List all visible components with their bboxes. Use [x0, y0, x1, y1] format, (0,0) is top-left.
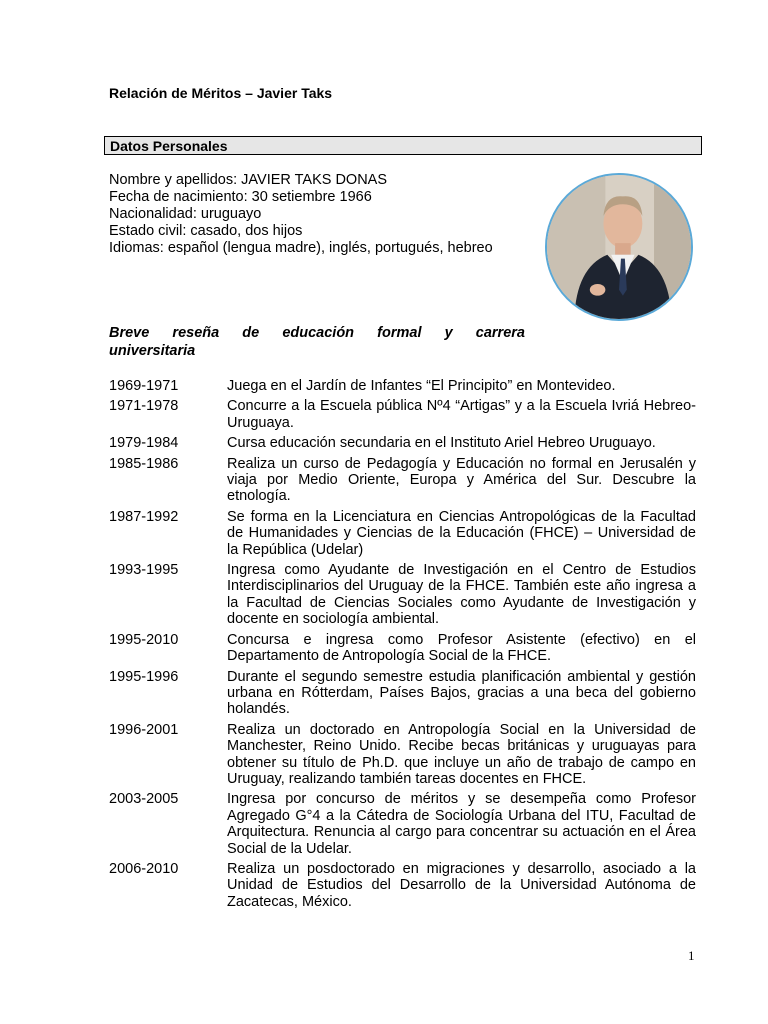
entry-years: 1971-1978 — [109, 398, 179, 415]
timeline-entry — [109, 861, 696, 910]
timeline-entry — [109, 722, 696, 788]
entry-years: 1995-2010 — [109, 631, 179, 648]
timeline-entry — [109, 562, 696, 628]
entry-years: 1993-1995 — [109, 562, 179, 579]
subheading-word: educación — [282, 325, 355, 341]
entry-text: Realiza un posdoctorado en migraciones y desarrollo, asociado a la Unidad de Estudios del Desarrollo de la Universidad Autónoma de Zacatecas, México. — [227, 860, 696, 910]
entry-years: 1979-1984 — [109, 435, 179, 452]
personal-line: Idiomas: español (lengua madre), inglés, portugués, hebreo — [109, 240, 493, 256]
entry-text: Cursa educación secundaria en el Instituto Ariel Hebreo Uruguayo. — [227, 435, 656, 452]
timeline-entry — [109, 632, 696, 665]
entry-text: Concursa e ingresa como Profesor Asistente (efectivo) en el Departamento de Antropología Social de la FHCE. — [227, 631, 696, 665]
entry-years: 1985-1986 — [109, 455, 179, 472]
timeline-entry — [109, 435, 696, 451]
subheading-word: Breve — [109, 325, 150, 341]
subheading-line-1 — [109, 324, 525, 342]
timeline-entry — [109, 456, 696, 505]
personal-line: Fecha de nacimiento: 30 setiembre 1966 — [109, 189, 372, 205]
subheading-word: formal — [377, 325, 422, 341]
personal-line: Nacionalidad: uruguayo — [109, 206, 262, 222]
entry-text: Ingresa como Ayudante de Investigación en el Centro de Estudios Interdisciplinarios del Uruguay de la FHCE. También este año ingresa a la Facultad de Ciencias Sociales como Ayudante de Investigación y docente en sociología ambiental. — [227, 562, 696, 628]
profile-photo — [545, 173, 693, 321]
entry-years: 2006-2010 — [109, 860, 179, 877]
education-subheading — [109, 324, 525, 360]
entry-text: Se forma en la Licenciatura en Ciencias Antropológicas de la Facultad de Humanidades y Ciencias de la Educación (FHCE) – Universidad de la República (Udelar) — [227, 508, 696, 558]
timeline-entry — [109, 509, 696, 558]
personal-line: Estado civil: casado, dos hijos — [109, 223, 303, 239]
education-timeline — [109, 378, 696, 914]
subheading-word: reseña — [172, 325, 220, 341]
timeline-entry — [109, 669, 696, 718]
subheading-line-2: universitaria — [109, 343, 196, 359]
person-portrait-icon — [547, 175, 691, 319]
entry-text: Realiza un curso de Pedagogía y Educación no formal en Jerusalén y viaja por Medio Oriente, Europa y América del Sur. Descubre la etnología. — [227, 455, 696, 505]
document-title: Relación de Méritos – Javier Taks — [109, 85, 333, 101]
entry-years: 2003-2005 — [109, 791, 179, 808]
entry-text: Juega en el Jardín de Infantes “El Principito” en Montevideo. — [227, 378, 616, 394]
personal-line: Nombre y apellidos: JAVIER TAKS DONAS — [109, 172, 388, 188]
entry-years: 1987-1992 — [109, 508, 179, 525]
subheading-word: y — [444, 325, 453, 341]
subheading-word: carrera — [475, 325, 525, 341]
entry-text: Realiza un doctorado en Antropología Social en la Universidad de Manchester, Reino Unido. Recibe becas británicas y uruguayas para obtener su título de Ph.D. que incluye un año de trabajo de campo en Uruguay, realizando también tareas docentes en FHCE. — [227, 721, 696, 787]
entry-text: Concurre a la Escuela pública Nº4 “Artigas” y a la Escuela Ivriá Hebreo-Uruguaya. — [227, 398, 696, 431]
section-header-personal: Datos Personales — [104, 136, 702, 155]
entry-text: Ingresa por concurso de méritos y se desempeña como Profesor Agregado G°4 a la Cátedra de Sociología Urbana del ITU, Facultad de Arquitectura. Renuncia al cargo para concentrar su actuación en el Área Social de la Udelar. — [227, 791, 696, 857]
personal-data — [109, 172, 493, 257]
timeline-entry — [109, 398, 696, 431]
entry-text: Durante el segundo semestre estudia planificación ambiental y gestión urbana en Rótterdam, Países Bajos, gracias a una beca del gobierno holandés. — [227, 668, 696, 718]
entry-years: 1995-1996 — [109, 668, 179, 685]
subheading-word: de — [242, 325, 260, 341]
page-number: 1 — [688, 948, 695, 963]
timeline-entry — [109, 378, 696, 394]
timeline-entry — [109, 791, 696, 857]
entry-years: 1969-1971 — [109, 378, 179, 394]
entry-years: 1996-2001 — [109, 721, 179, 738]
